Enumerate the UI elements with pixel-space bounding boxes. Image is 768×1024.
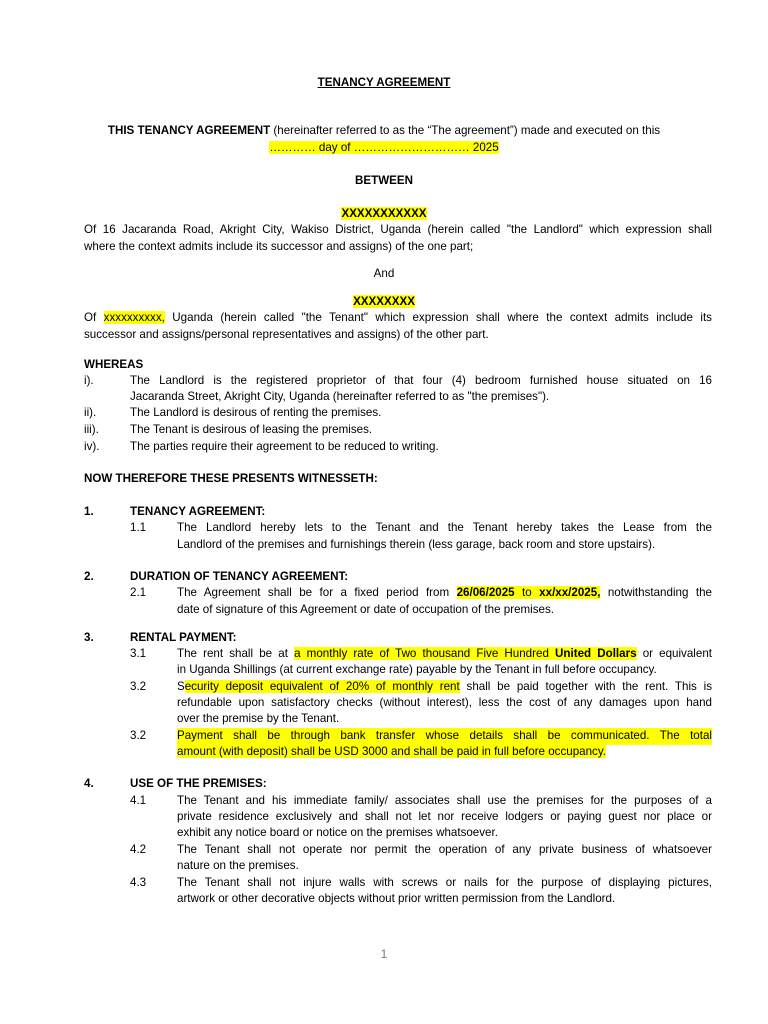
whereas-item-1-line-1: The Landlord is the registered proprietor of that four (4) bedroom furnished house situated on 16 [130, 374, 712, 387]
landlord-line-2: where the context admits include its successor and assigns) of the one part; [84, 240, 474, 253]
clause-2-1-line-1 [177, 585, 712, 602]
landlord-name: XXXXXXXXXXX [341, 207, 427, 220]
period-start: 26/06/2025 [456, 586, 515, 599]
date-blank: ………… day of ………………………… 2025 [269, 141, 499, 154]
clause-4-1-number: 4.1 [130, 794, 147, 807]
tenant-line-1 [84, 310, 712, 327]
clause-3-2-line-1 [177, 679, 712, 696]
section-3-number: 3. [84, 631, 94, 644]
clause-2-1-pre: The Agreement shall be for a fixed period from [177, 586, 457, 599]
intro-rest: (hereinafter referred to as the “The agreement”) made and executed on this [270, 124, 661, 137]
period-to: to [514, 586, 540, 599]
whereas-num-1: i). [84, 374, 94, 387]
clause-2-1-line-2: date of signature of this Agreement or date of occupation of the premises. [177, 603, 555, 616]
whereas-num-2: ii). [84, 406, 97, 419]
clause-4-3-number: 4.3 [130, 876, 147, 889]
period-end: xx/xx/2025, [539, 586, 601, 599]
clause-4-2-number: 4.2 [130, 843, 147, 856]
clause-3-1-number: 3.1 [130, 647, 147, 660]
clause-3-2-line-2: refundable upon satisfactory checks (without interest), less the cost of any damages upon hand [177, 696, 712, 709]
whereas-item-3: The Tenant is desirous of leasing the premises. [130, 423, 373, 436]
whereas-item-1-line-2: Jacaranda Street, Akright City, Uganda (hereinafter referred to as "the premises"). [130, 390, 550, 403]
clause-4-2-line-1: The Tenant shall not operate nor permit the operation of any private business of whatsoever [177, 843, 712, 856]
clause-3-2-number: 3.2 [130, 680, 147, 693]
clause-1-1-number: 1.1 [130, 521, 147, 534]
page-number: 1 [380, 947, 388, 961]
tenant-placeholder: xxxxxxxxxx, [103, 311, 165, 324]
whereas-heading: WHEREAS [84, 358, 144, 371]
currency: United Dollars [555, 647, 637, 660]
clause-4-2-line-2: nature on the premises. [177, 859, 299, 872]
clause-3-1-pre: The rent shall be at [177, 647, 295, 660]
section-3-heading: RENTAL PAYMENT: [130, 631, 237, 644]
document-title: TENANCY AGREEMENT [317, 76, 451, 89]
clause-3-3-line-2: amount (with deposit) shall be USD 3000 and shall be paid in full before occupancy. [177, 745, 607, 758]
intro-bold: THIS TENANCY AGREEMENT [107, 124, 271, 137]
clause-3-1-line-2: in Uganda Shillings (at current exchange rate) payable by the Tenant in full before occupancy. [177, 663, 657, 676]
security-deposit: ecurity deposit equivalent of 20% of monthly rent [184, 680, 460, 693]
clause-4-1-line-1: The Tenant and his immediate family/ associates shall use the premises for the purposes of a [177, 794, 712, 807]
tenant-name: XXXXXXXX [353, 295, 415, 308]
clause-4-3-line-2: artwork or other decorative objects without prior written permission from the Landlord. [177, 892, 616, 905]
clause-1-1-line-1: The Landlord hereby lets to the Tenant and the Tenant hereby takes the Lease from the [177, 521, 712, 534]
landlord-line-1: Of 16 Jacaranda Road, Akright City, Wakiso District, Uganda (herein called "the Landlord" which expression shall [84, 223, 712, 236]
between-heading: BETWEEN [355, 174, 413, 187]
tenant-of: Of [84, 311, 104, 324]
intro-date-line [0, 140, 768, 157]
tenant-name-line [0, 294, 768, 311]
clause-3-2-initial: S [177, 680, 185, 693]
and-text: And [373, 267, 395, 280]
whereas-item-2: The Landlord is desirous of renting the premises. [130, 406, 382, 419]
section-2-heading: DURATION OF TENANCY AGREEMENT: [130, 570, 349, 583]
whereas-num-4: iv). [84, 440, 100, 453]
clause-3-1-line-1 [177, 646, 712, 663]
clause-3-2-post: shall be paid together with the rent. This is [459, 680, 712, 693]
monthly-rate: a monthly rate of Two thousand Five Hundred [294, 647, 556, 660]
clause-4-1-line-2: private residence exclusively and shall not let nor receive lodgers or paying guest nor place or [177, 810, 712, 823]
clause-3-2-line-3: over the premise by the Tenant. [177, 712, 340, 725]
section-4-heading: USE OF THE PREMISES: [130, 777, 267, 790]
clause-2-1-post: notwithstanding the [600, 586, 712, 599]
clause-3-3-line-2-wrap [177, 744, 606, 761]
whereas-item-4: The parties require their agreement to be reduced to writing. [130, 440, 439, 453]
clause-2-1-number: 2.1 [130, 586, 147, 599]
clause-4-3-line-1: The Tenant shall not injure walls with screws or nails for the purpose of displaying pictures, [177, 876, 712, 889]
clause-1-1-line-2: Landlord of the premises and furnishings therein (less garage, back room and store upstairs). [177, 538, 656, 551]
clause-3-1-post: or equivalent [636, 647, 712, 660]
clause-4-1-line-3: exhibit any notice board or notice on the premises whatsoever. [177, 826, 498, 839]
witnesseth-heading: NOW THEREFORE THESE PRESENTS WITNESSETH: [84, 472, 378, 485]
tenant-line-2: successor and assigns/personal representatives and assigns) of the other part. [84, 328, 489, 341]
section-2-number: 2. [84, 570, 94, 583]
section-1-number: 1. [84, 505, 94, 518]
landlord-name-line [0, 206, 768, 223]
whereas-num-3: iii). [84, 423, 99, 436]
clause-3-3-line-1: Payment shall be through bank transfer whose details shall be communicated. The total [177, 728, 712, 745]
section-4-number: 4. [84, 777, 94, 790]
section-1-heading: TENANCY AGREEMENT: [130, 505, 266, 518]
clause-3-3-number: 3.2 [130, 729, 147, 742]
tenant-line-1-rest: Uganda (herein called "the Tenant" which expression shall where the context admits include its [164, 311, 712, 324]
intro-line [0, 123, 768, 140]
